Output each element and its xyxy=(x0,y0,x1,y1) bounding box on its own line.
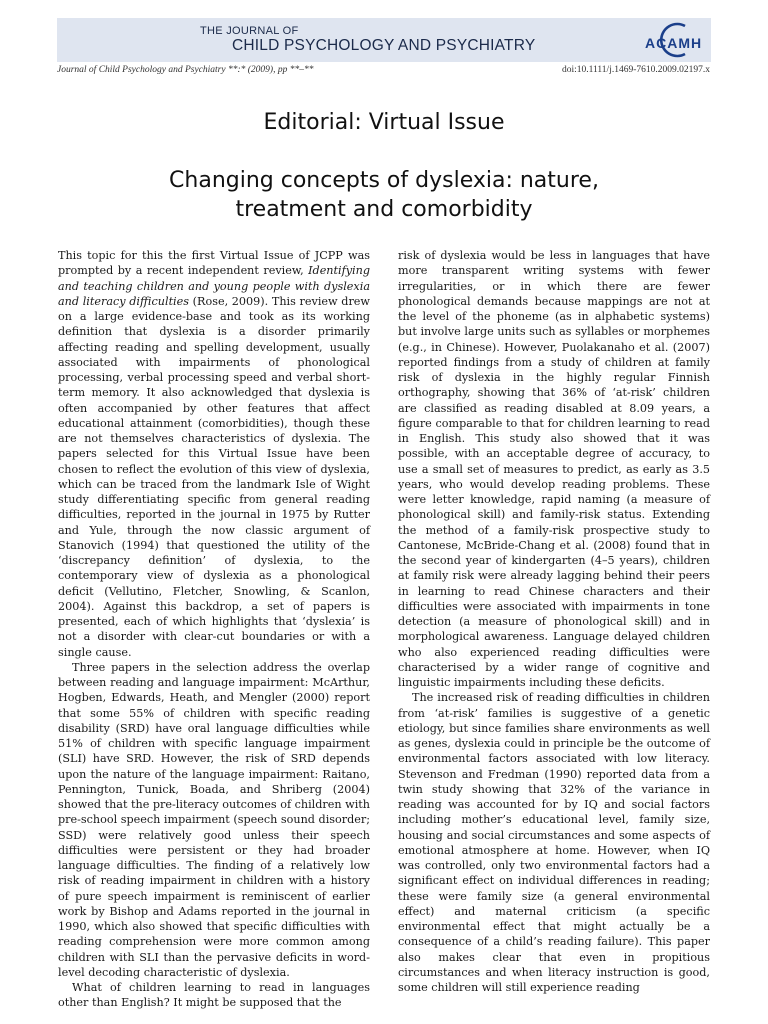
paragraph: Three papers in the selection address the overlap between reading and language impairment: McArthur, Hogben, Edwards, Heath, and Mengler (2000) report that some 55% of children with specific reading disability (SRD) have oral language difficulties while 51% of children with specific language impairment (SLI) have SRD. However, the risk of SRD depends upon the nature of the language impairment: Raitano, Pennington, Tunick, Boada, and Shriberg (2004) showed that the pre-literacy outcomes of children with pre-school speech impairment (speech sound disorder; SSD) were relatively good unless their speech difficulties were persistent or they had broader language difficulties. The finding of a relatively low risk of reading impairment in children with a history of pure speech impairment is reminiscent of earlier work by Bishop and Adams reported in the journal in 1990, which also showed that specific difficulties with reading comprehension were more common among children with SLI than the pervasive deficits in word-level decoding characteristic of dyslexia. xyxy=(58,660,371,979)
right-column xyxy=(398,248,710,995)
paragraph-text: This topic for this the first Virtual Issue of JCPP was prompted by a recent independent review, xyxy=(58,249,370,278)
paragraph-text: (Rose, 2009). This review drew on a large evidence-base and took as its working definition that dyslexia is a disorder primarily affecting reading and spelling development, usually associated with impairments of phonological processing, verbal processing speed and verbal short-term memory. It also acknowledged that dyslexia is often accompanied by other features that affect educational attainment (comorbidities), though these are not themselves characteristics of dyslexia. The papers selected for this Virtual Issue have been chosen to reflect the evolution of this view of dyslexia, which can be traced from the landmark Isle of Wight study differentiating specific from general reading difficulties, reported in the journal in 1975 by Rutter and Yule, through the now classic argument of Stanovich (1994) that questioned the utility of the ‘discrepancy definition’ of dyslexia, to the contemporary view of dyslexia as a phonological deficit (Vellutino, Fletcher, Snowling, & Scanlon, 2004). Against this backdrop, a set of papers is presented, each of which highlights that ‘dyslexia’ is not a disorder with clear-cut boundaries or with a single cause. xyxy=(58,294,370,659)
article-title-line-1: Changing concepts of dyslexia: nature, xyxy=(169,168,599,193)
paragraph xyxy=(58,248,370,660)
citation: Journal of Child Psychology and Psychiatry **:* (2009), pp **–** xyxy=(57,65,314,75)
review-title: Identifying and teaching children and young people with dyslexia and literacy difficulties xyxy=(58,264,370,308)
acamh-logo-text: ACAMH xyxy=(645,35,703,51)
paragraph: The increased risk of reading difficulties in children from ‘at-risk’ families is suggestive of a genetic etiology, but since families share environments as well as genes, dyslexia could in principle be the outcome of environmental factors associated with low literacy. Stevenson and Fredman (1990) reported data from a twin study showing that 32% of the variance in reading was accounted for by IQ and social factors including mother’s educational level, family size, housing and social circumstances and some aspects of emotional atmosphere at home. However, when IQ was controlled, only two environmental factors had a significant effect on individual differences in reading; these were family size (a general environmental effect) and maternal criticism (a specific environmental effect that might actually be a consequence of a child’s reading failure). This paper also makes clear that even in propitious circumstances and when literacy instruction is good, some children will still experience reading xyxy=(398,691,710,994)
article-title-line-2: treatment and comorbidity xyxy=(235,197,533,222)
editorial-heading: Editorial: Virtual Issue xyxy=(263,110,505,135)
journal-title: CHILD PSYCHOLOGY AND PSYCHIATRY xyxy=(232,37,536,54)
paragraph: risk of dyslexia would be less in languages that have more transparent writing systems with fewer irregularities, or in which there are fewer phonological demands because mappings are not at the level of the phoneme (as in alphabetic systems) but involve large units such as syllables or morphemes (e.g., in Chinese). However, Puolakanaho et al. (2007) reported findings from a study of children at family risk of dyslexia in the highly regular Finnish orthography, showing that 36% of ‘at-risk’ children are classified as reading disabled at 8.09 years, a figure comparable to that for children learning to read in English. This study also showed that it was possible, with an acceptable degree of accuracy, to use a small set of measures to predict, as early as 3.5 years, who would develop reading problems. These were letter knowledge, rapid naming (a measure of phonological skill) and family-risk status. Extending the method of a family-risk prospective study to Cantonese, McBride-Chang et al. (2008) found that in the second year of kindergarten (4–5 years), children at family risk were already lagging behind their peers in learning to read Chinese characters and their difficulties were associated with impairments in tone detection (a measure of phonological skill) and in morphological awareness. Language delayed children who also experienced reading difficulties were characterised by a wider range of cognitive and linguistic impairments including these deficits. xyxy=(398,249,710,689)
doi: doi:10.1111/j.1469-7610.2009.02197.x xyxy=(561,65,710,75)
article-title xyxy=(84,166,684,224)
journal-title-small: THE JOURNAL OF xyxy=(200,25,299,37)
left-column xyxy=(58,248,370,1011)
paragraph: What of children learning to read in languages other than English? It might be supposed that the xyxy=(58,981,370,1010)
